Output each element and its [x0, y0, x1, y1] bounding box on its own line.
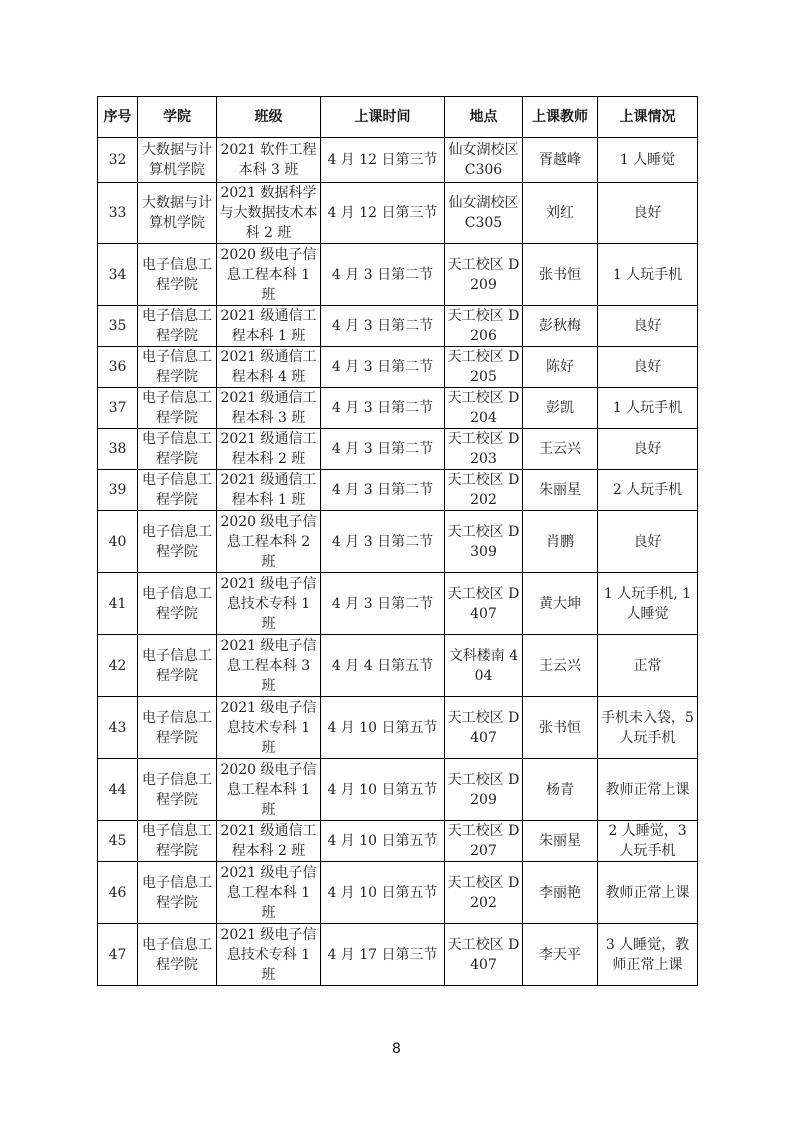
- cell-college: 电子信息工程学院: [138, 306, 217, 347]
- header-class: 班级: [217, 97, 321, 138]
- cell-class-status: 手机未入袋，5 人玩手机: [598, 697, 698, 759]
- table-row: [98, 183, 698, 244]
- cell-class-time: 4 月 3 日第二节: [321, 388, 445, 429]
- cell-location: 天工校区 D209: [445, 244, 523, 306]
- cell-class: 2021 级通信工程本科 2 班: [217, 429, 321, 470]
- cell-index: 45: [98, 821, 138, 862]
- header-index: 序号: [98, 97, 138, 138]
- table-row: [98, 635, 698, 697]
- cell-index: 32: [98, 138, 138, 183]
- cell-index: 47: [98, 924, 138, 986]
- cell-teacher: 黄大坤: [523, 573, 598, 635]
- cell-location: 仙女湖校区 C305: [445, 183, 523, 244]
- cell-class-time: 4 月 4 日第五节: [321, 635, 445, 697]
- cell-class-time: 4 月 3 日第二节: [321, 306, 445, 347]
- cell-class-status: 教师正常上课: [598, 862, 698, 924]
- cell-class-status: 1 人玩手机: [598, 388, 698, 429]
- cell-index: 44: [98, 759, 138, 821]
- cell-college: 大数据与计算机学院: [138, 183, 217, 244]
- cell-teacher: 李丽艳: [523, 862, 598, 924]
- cell-location: 天工校区 D407: [445, 924, 523, 986]
- cell-teacher: 朱丽星: [523, 821, 598, 862]
- cell-location: 文科楼南 404: [445, 635, 523, 697]
- cell-index: 36: [98, 347, 138, 388]
- cell-class-time: 4 月 3 日第二节: [321, 511, 445, 573]
- cell-college: 电子信息工程学院: [138, 759, 217, 821]
- cell-index: 40: [98, 511, 138, 573]
- cell-college: 电子信息工程学院: [138, 924, 217, 986]
- cell-teacher: 彭秋梅: [523, 306, 598, 347]
- cell-college: 电子信息工程学院: [138, 429, 217, 470]
- cell-class-status: 正常: [598, 635, 698, 697]
- cell-location: 天工校区 D202: [445, 862, 523, 924]
- cell-class: 2021 级电子信息技术专科 1 班: [217, 573, 321, 635]
- cell-teacher: 陈好: [523, 347, 598, 388]
- cell-index: 35: [98, 306, 138, 347]
- cell-index: 33: [98, 183, 138, 244]
- cell-location: 天工校区 D209: [445, 759, 523, 821]
- cell-class: 2020 级电子信息工程本科 1 班: [217, 244, 321, 306]
- cell-index: 46: [98, 862, 138, 924]
- header-teacher: 上课教师: [523, 97, 598, 138]
- cell-location: 天工校区 D202: [445, 470, 523, 511]
- cell-teacher: 刘红: [523, 183, 598, 244]
- cell-class: 2021 级电子信息工程本科 1 班: [217, 862, 321, 924]
- table-row: [98, 511, 698, 573]
- cell-class-status: 良好: [598, 306, 698, 347]
- cell-teacher: 王云兴: [523, 635, 598, 697]
- cell-class-status: 2 人玩手机: [598, 470, 698, 511]
- table-row: [98, 821, 698, 862]
- cell-class: 2021 级通信工程本科 1 班: [217, 306, 321, 347]
- table-row: [98, 138, 698, 183]
- cell-class-time: 4 月 3 日第二节: [321, 470, 445, 511]
- table-row: [98, 697, 698, 759]
- table-row: [98, 244, 698, 306]
- cell-location: 仙女湖校区 C306: [445, 138, 523, 183]
- cell-class: 2021 级通信工程本科 3 班: [217, 388, 321, 429]
- cell-index: 41: [98, 573, 138, 635]
- cell-college: 电子信息工程学院: [138, 573, 217, 635]
- cell-class-status: 2 人睡觉，3 人玩手机: [598, 821, 698, 862]
- cell-class-time: 4 月 17 日第三节: [321, 924, 445, 986]
- table-header-row: [98, 97, 698, 138]
- cell-college: 电子信息工程学院: [138, 697, 217, 759]
- cell-class: 2021 软件工程本科 3 班: [217, 138, 321, 183]
- header-class-status: 上课情况: [598, 97, 698, 138]
- cell-class-time: 4 月 12 日第三节: [321, 138, 445, 183]
- cell-college: 电子信息工程学院: [138, 821, 217, 862]
- cell-class-status: 1 人睡觉: [598, 138, 698, 183]
- cell-location: 天工校区 D205: [445, 347, 523, 388]
- page-number: 8: [392, 1041, 401, 1057]
- cell-class: 2021 级通信工程本科 4 班: [217, 347, 321, 388]
- cell-class-time: 4 月 10 日第五节: [321, 821, 445, 862]
- cell-class-status: 教师正常上课: [598, 759, 698, 821]
- cell-class-time: 4 月 12 日第三节: [321, 183, 445, 244]
- cell-college: 电子信息工程学院: [138, 470, 217, 511]
- cell-class-time: 4 月 10 日第五节: [321, 697, 445, 759]
- cell-class: 2021 级电子信息工程本科 3 班: [217, 635, 321, 697]
- cell-class: 2020 级电子信息工程本科 2 班: [217, 511, 321, 573]
- cell-teacher: 朱丽星: [523, 470, 598, 511]
- cell-index: 38: [98, 429, 138, 470]
- cell-class: 2021 数据科学与大数据技术本科 2 班: [217, 183, 321, 244]
- cell-class-time: 4 月 3 日第二节: [321, 244, 445, 306]
- table-row: [98, 306, 698, 347]
- cell-class-status: 良好: [598, 183, 698, 244]
- cell-index: 42: [98, 635, 138, 697]
- class-inspection-table: [97, 96, 698, 986]
- cell-location: 天工校区 D207: [445, 821, 523, 862]
- cell-college: 电子信息工程学院: [138, 635, 217, 697]
- cell-teacher: 王云兴: [523, 429, 598, 470]
- cell-location: 天工校区 D407: [445, 573, 523, 635]
- cell-class-status: 1 人玩手机: [598, 244, 698, 306]
- cell-teacher: 彭凯: [523, 388, 598, 429]
- cell-class-time: 4 月 3 日第二节: [321, 347, 445, 388]
- cell-college: 电子信息工程学院: [138, 388, 217, 429]
- cell-index: 39: [98, 470, 138, 511]
- cell-teacher: 李天平: [523, 924, 598, 986]
- cell-index: 37: [98, 388, 138, 429]
- cell-class: 2020 级电子信息工程本科 1 班: [217, 759, 321, 821]
- table-row: [98, 759, 698, 821]
- table-row: [98, 429, 698, 470]
- cell-class: 2021 级通信工程本科 2 班: [217, 821, 321, 862]
- cell-location: 天工校区 D204: [445, 388, 523, 429]
- header-location: 地点: [445, 97, 523, 138]
- cell-class-time: 4 月 10 日第五节: [321, 862, 445, 924]
- cell-college: 电子信息工程学院: [138, 347, 217, 388]
- table-body: [98, 138, 698, 986]
- cell-teacher: 肖鹏: [523, 511, 598, 573]
- table-row: [98, 388, 698, 429]
- cell-location: 天工校区 D203: [445, 429, 523, 470]
- header-class-time: 上课时间: [321, 97, 445, 138]
- table-row: [98, 347, 698, 388]
- cell-teacher: 张书恒: [523, 244, 598, 306]
- cell-college: 电子信息工程学院: [138, 244, 217, 306]
- cell-teacher: 张书恒: [523, 697, 598, 759]
- cell-class: 2021 级电子信息技术专科 1 班: [217, 697, 321, 759]
- cell-index: 34: [98, 244, 138, 306]
- cell-location: 天工校区 D407: [445, 697, 523, 759]
- cell-index: 43: [98, 697, 138, 759]
- cell-class-time: 4 月 3 日第二节: [321, 573, 445, 635]
- cell-college: 电子信息工程学院: [138, 511, 217, 573]
- cell-class-status: 1 人玩手机, 1 人睡觉: [598, 573, 698, 635]
- header-college: 学院: [138, 97, 217, 138]
- cell-teacher: 杨青: [523, 759, 598, 821]
- cell-class-status: 3 人睡觉，教师正常上课: [598, 924, 698, 986]
- table-row: [98, 862, 698, 924]
- cell-teacher: 胥越峰: [523, 138, 598, 183]
- table-row: [98, 924, 698, 986]
- table-row: [98, 470, 698, 511]
- cell-location: 天工校区 D206: [445, 306, 523, 347]
- table-row: [98, 573, 698, 635]
- cell-class: 2021 级通信工程本科 1 班: [217, 470, 321, 511]
- cell-class-status: 良好: [598, 429, 698, 470]
- cell-class: 2021 级电子信息技术专科 1 班: [217, 924, 321, 986]
- cell-location: 天工校区 D309: [445, 511, 523, 573]
- cell-college: 电子信息工程学院: [138, 862, 217, 924]
- cell-class-status: 良好: [598, 511, 698, 573]
- cell-class-time: 4 月 3 日第二节: [321, 429, 445, 470]
- cell-class-time: 4 月 10 日第五节: [321, 759, 445, 821]
- cell-college: 大数据与计算机学院: [138, 138, 217, 183]
- cell-class-status: 良好: [598, 347, 698, 388]
